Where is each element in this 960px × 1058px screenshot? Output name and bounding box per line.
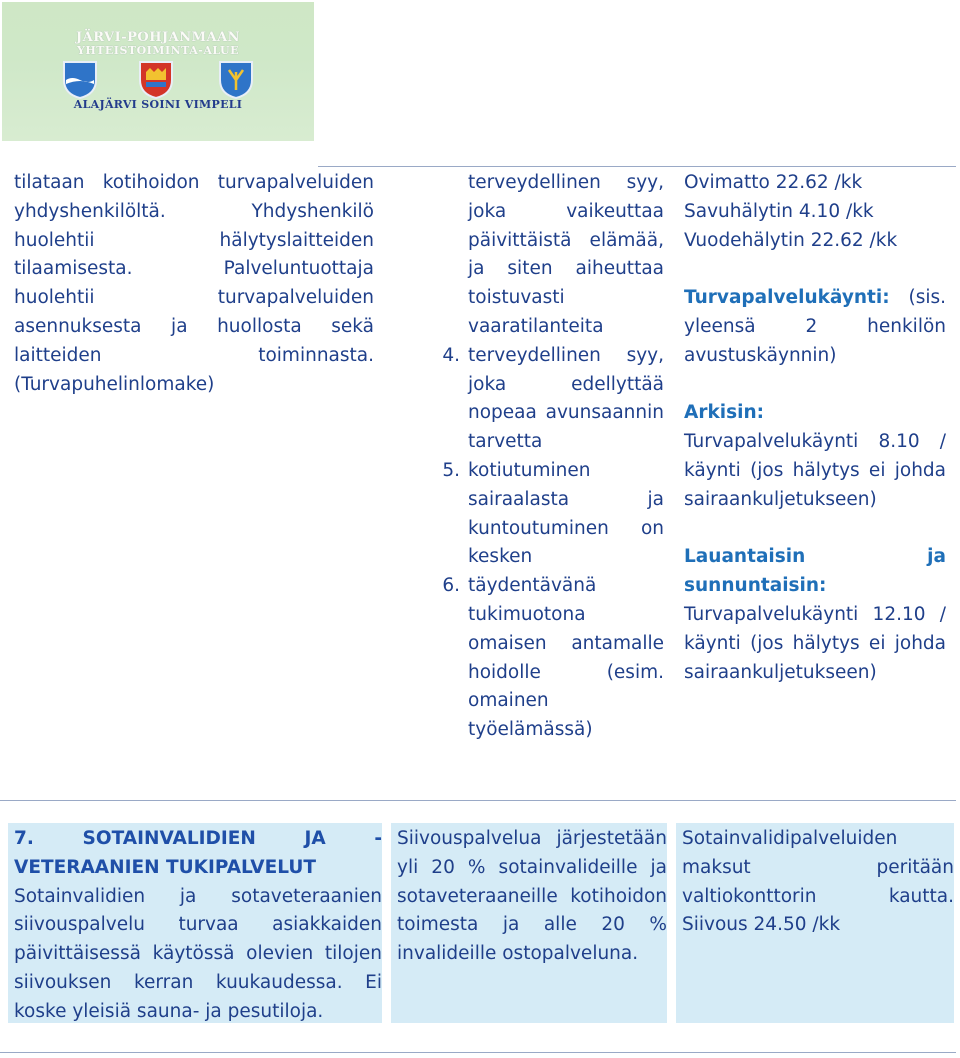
visit-info xyxy=(684,284,946,370)
column-2-criteria xyxy=(430,169,664,745)
section-7-text: Sotainvalidien ja sotaveteraanien siivouspalvelu turvaa asiakkaiden päivittäisessä käytössä olevien tilojen siivouksen kerran kuukaudessa. Ei koske yleisiä sauna- ja pesutiloja. xyxy=(14,885,382,1022)
price-ovimatto: Ovimatto 22.62 /kk xyxy=(684,172,863,193)
list-item-text: täydentävänä tukimuotona omaisen antamalle hoidolle (esim. omainen työelämässä) xyxy=(468,575,664,741)
soini-coat-of-arms-icon xyxy=(138,60,174,100)
weekday-price: Turvapalvelukäynti 8.10 / käynti (jos hälytys ei johda sairaankuljetukseen) xyxy=(684,431,946,510)
section-7-cell xyxy=(8,823,382,1023)
list-item-text: kotiutuminen sairaalasta ja kuntoutuminen on kesken xyxy=(468,459,664,568)
price-savuhalytin: Savuhälytin 4.10 /kk xyxy=(684,200,874,222)
section-7-title: 7. SOTAINVALIDIEN JA -VETERAANIEN TUKIPALVELUT xyxy=(14,828,382,878)
price-vuodehalytin: Vuodehälytin 22.62 /kk xyxy=(684,229,898,251)
fees-cell xyxy=(676,823,954,1023)
weekday-heading: Arkisin: xyxy=(684,402,765,424)
table-rule-middle xyxy=(0,800,956,801)
table-rule-bottom xyxy=(0,1052,956,1053)
list-item xyxy=(430,342,664,457)
logo-line-2: YHTEISTOIMINTA-ALUE xyxy=(76,44,240,57)
visit-heading: Turvapalvelukäynti: xyxy=(684,287,890,309)
visit-text: (sis. yleensä 2 henkilön avustuskäynnin) xyxy=(684,287,946,366)
column-1-text xyxy=(14,169,374,399)
list-item-number: 4. xyxy=(442,344,460,366)
alajarvi-coat-of-arms-icon xyxy=(62,60,98,100)
column-3-prices xyxy=(684,169,946,687)
cleaning-service-text: Siivouspalvelua järjestetään yli 20 % sotainvalideille ja sotaveteraaneille kotihoidon toimesta ja alle 20 % invalideille ostopalveluna. xyxy=(397,828,667,965)
cleaning-service-cell xyxy=(391,823,667,1023)
weekend-price: Turvapalvelukäynti 12.10 / käynti (jos hälytys ei johda sairaankuljetukseen) xyxy=(684,603,946,683)
list-item-number: 6. xyxy=(442,575,460,597)
list-item-text: terveydellinen syy, joka edellyttää nopeaa avunsaannin tarvetta xyxy=(468,344,664,453)
column-1-paragraph: tilataan kotihoidon turvapalveluiden yhdyshenkilöltä. Yhdyshenkilö huolehtii hälytyslaitteiden tilaamisesta. Palveluntuottaja huolehtii turvapalveluiden asennuksesta ja huollosta sekä laitteiden toiminnasta. (Turvapuhelinlomake) xyxy=(14,172,374,395)
fees-text: Sotainvalidipalveluiden maksut peritään valtiokonttorin kautta. Siivous 24.50 /kk xyxy=(682,828,954,936)
list-item xyxy=(430,572,664,745)
logo-municipalities: ALAJÄRVI SOINI VIMPELI xyxy=(73,98,243,111)
logo xyxy=(2,2,314,141)
criteria-list xyxy=(430,342,664,745)
list-item xyxy=(430,457,664,572)
vimpeli-coat-of-arms-icon xyxy=(218,60,254,100)
list-item-number: 5. xyxy=(442,459,460,481)
weekend-heading: Lauantaisin ja sunnuntaisin: xyxy=(684,546,946,597)
logo-line-1: JÄRVI-POHJANMAAN xyxy=(75,30,241,45)
criteria-item-continued: terveydellinen syy, joka vaikeuttaa päivittäistä elämää, ja siten aiheuttaa toistuvasti vaaratilanteita xyxy=(468,172,664,337)
